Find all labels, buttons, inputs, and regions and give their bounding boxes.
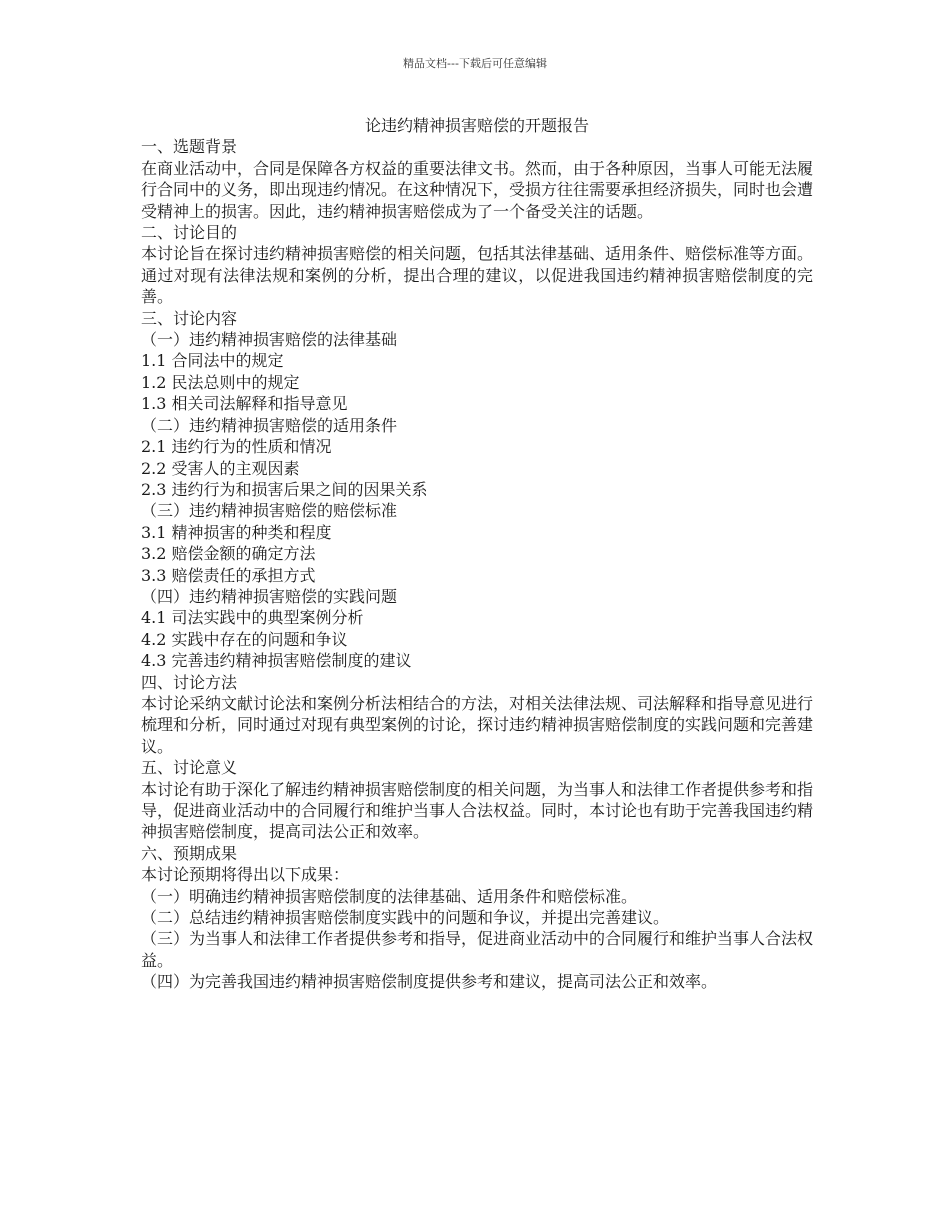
section-paragraph-purpose: 本讨论旨在探讨违约精神损害赔偿的相关问题，包括其法律基础、适用条件、赔偿标准等方面。通过对现有法律法规和案例的分析，提出合理的建议，以促进我国违约精神损害赔偿制度的完善。 [141,244,814,307]
section-heading-purpose: 二、讨论目的 [141,223,238,243]
outline-item: 1.3 相关司法解释和指导意见 [141,394,348,414]
section-heading-content: 三、讨论内容 [141,308,238,328]
outline-item: （二）违约精神损害赔偿的适用条件 [141,415,398,435]
outcome-item: （二）总结违约精神损害赔偿制度实践中的问题和争议，并提出完善建议。 [141,908,670,928]
outline-item: 4.3 完善违约精神损害赔偿制度的建议 [141,651,412,671]
outline-item: 2.2 受害人的主观因素 [141,458,300,478]
page-header: 精品文档---下载后可任意编辑 [403,57,547,70]
outline-item: 3.3 赔偿责任的承担方式 [141,565,316,585]
outcome-item: （四）为完善我国违约精神损害赔偿制度提供参考和建议，提高司法公正和效率。 [141,972,718,992]
outline-item: （一）违约精神损害赔偿的法律基础 [141,330,398,350]
document-title: 论违约精神损害赔偿的开题报告 [364,116,589,135]
section-heading-method: 四、讨论方法 [141,672,238,692]
outline-item: 4.1 司法实践中的典型案例分析 [141,608,364,628]
section-paragraph-background: 在商业活动中，合同是保障各方权益的重要法律文书。然而，由于各种原因，当事人可能无法履行合同中的义务，即出现违约情况。在这种情况下，受损方往往需要承担经济损失，同时也会遭受精神上的损害。因此，违约精神损害赔偿成为了一个备受关注的话题。 [141,158,814,221]
outline-item: （三）违约精神损害赔偿的赔偿标准 [141,501,398,521]
outline-item: 1.1 合同法中的规定 [141,351,284,371]
section-paragraph-method: 本讨论采纳文献讨论法和案例分析法相结合的方法，对相关法律法规、司法解释和指导意见进行梳理和分析，同时通过对现有典型案例的讨论，探讨违约精神损害赔偿制度的实践问题和完善建议。 [141,693,814,756]
outcome-item: （三）为当事人和法律工作者提供参考和指导，促进商业活动中的合同履行和维护当事人合法权益。 [141,929,814,970]
outline-item: 3.2 赔偿金额的确定方法 [141,544,316,564]
section-heading-significance: 五、讨论意义 [141,758,238,778]
section-heading-outcomes: 六、预期成果 [141,843,238,863]
outcomes-intro: 本讨论预期将得出以下成果： [141,865,350,885]
outline-item: 4.2 实践中存在的问题和争议 [141,629,348,649]
outline-item: 2.3 违约行为和损害后果之间的因果关系 [141,479,428,499]
section-paragraph-significance: 本讨论有助于深化了解违约精神损害赔偿制度的相关问题，为当事人和法律工作者提供参考和指导，促进商业活动中的合同履行和维护当事人合法权益。同时，本讨论也有助于完善我国违约精神损害赔偿制度，提高司法公正和效率。 [141,779,814,842]
document-body [141,115,813,993]
outline-item: 1.2 民法总则中的规定 [141,372,300,392]
outline-item: 3.1 精神损害的种类和程度 [141,522,332,542]
outline-item: 2.1 违约行为的性质和情况 [141,437,332,457]
outcome-item: （一）明确违约精神损害赔偿制度的法律基础、适用条件和赔偿标准。 [141,886,638,906]
outline-item: （四）违约精神损害赔偿的实践问题 [141,586,398,606]
section-heading-background: 一、选题背景 [141,137,238,157]
